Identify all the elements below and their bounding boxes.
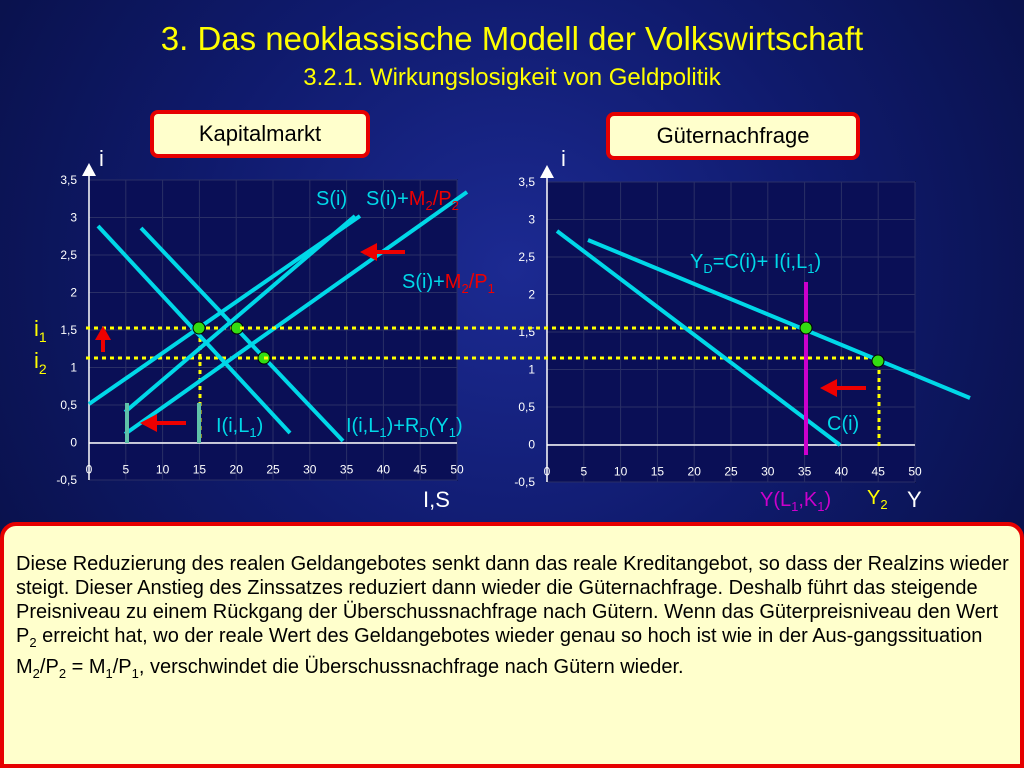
left-y-tick-label: 0,5 xyxy=(60,398,77,412)
note-text-2: erreicht hat, wo der reale Wert des Geldangebotes wieder genau so hoch ist wie in der Aus-gangssituation M xyxy=(16,625,983,678)
right-y-arrowhead xyxy=(540,165,554,178)
left-y-tick-label: 3 xyxy=(70,210,77,225)
explanation-note xyxy=(0,522,1024,768)
label-i1: $i_1$ xyxy=(34,316,47,345)
note-text-1: Diese Reduzierung des realen Geldangebotes senkt dann das reale Kreditangebot, so dass der Realzins wieder steigt. Dieser Anstieg des Zinssatzes reduziert dann wieder die Güternachfrage. Deshalb führt das steigende Preisniveau zu einem Rückgang der Überschussnachfrage nach Gütern. Wenn das Güterpreisniveau den Wert P xyxy=(16,553,1009,647)
left-y-tick-label: 1 xyxy=(70,360,77,375)
label-i2: $i_2$ xyxy=(34,348,47,377)
note-text-5: /P xyxy=(112,656,132,678)
label-S: S(i) xyxy=(316,188,348,210)
label-I-RD: $I(i,L_1)+R_D(Y_1)$ xyxy=(346,415,463,440)
left-y-tick-label: 2,5 xyxy=(60,248,77,262)
note-sub-3: 2 xyxy=(58,666,67,681)
slide-title: 3. Das neoklassische Modell der Volkswirtschaft xyxy=(160,20,864,57)
left-y-arrowhead xyxy=(82,163,96,176)
right-y-tick-label: 1,5 xyxy=(518,325,535,339)
right-y-tick-label: 0 xyxy=(528,437,535,452)
right-x-tick-label: 0 xyxy=(543,464,551,479)
note-sub-4: 1 xyxy=(105,666,113,681)
left-x-tick-label: 35 xyxy=(339,462,354,477)
left-y-tick-label: 0 xyxy=(70,435,77,450)
right-y-tick-label: 3 xyxy=(528,212,535,227)
box-gueternachfrage xyxy=(606,112,860,160)
note-sub-1: 2 xyxy=(29,635,37,650)
diagram xyxy=(0,140,1024,520)
left-axis-IS-label: I,S xyxy=(423,487,450,512)
left-x-tick-label: 20 xyxy=(229,462,243,477)
label-Y2: $Y_2$ xyxy=(867,487,888,512)
label-YD: $Y_D=C(i)+ I(i,L_1)$ xyxy=(690,251,822,276)
right-x-tick-label: 30 xyxy=(761,464,775,479)
right-x-tick-label: 25 xyxy=(724,464,738,479)
right-x-tick-label: 10 xyxy=(613,464,628,479)
left-x-tick-label: 0 xyxy=(85,462,93,477)
left-x-tick-label: 15 xyxy=(192,462,207,477)
left-y-tick-label: 3,5 xyxy=(60,173,77,187)
label-S-M2P1: $S(i)+M_2/P_1$ xyxy=(402,271,495,296)
right-x-tick-label: 45 xyxy=(871,464,885,479)
marker-a xyxy=(193,322,205,334)
left-x-tick-label: 25 xyxy=(266,462,280,477)
right-x-tick-label: 15 xyxy=(650,464,665,479)
right-y-tick-label: -0,5 xyxy=(514,475,535,489)
right-y-tick-label: 2,5 xyxy=(518,250,535,264)
label-Y-L1K1: $Y(L_1,K_1)$ xyxy=(760,489,832,514)
right-y-tick-label: 3,5 xyxy=(518,175,535,189)
note-text-3: /P xyxy=(39,656,59,678)
right-x-tick-label: 20 xyxy=(687,464,701,479)
marker-e xyxy=(872,355,884,367)
label-S-M2P2: $S(i)+M_2/P_2$ xyxy=(366,188,459,213)
right-x-tick-label: 50 xyxy=(908,464,922,479)
marker-d xyxy=(800,322,812,334)
left-y-tick-label: -0,5 xyxy=(56,473,77,487)
note-sub-5: 1 xyxy=(131,666,139,681)
right-x-tick-label: 35 xyxy=(797,464,812,479)
note-sub-2: 2 xyxy=(32,666,40,681)
label-C: C(i) xyxy=(827,413,860,435)
left-y-tick-label: 2 xyxy=(70,285,77,300)
note-text-6: , verschwindet die Überschussnachfrage nach Gütern wieder. xyxy=(138,656,684,678)
right-axis-i-label: i xyxy=(561,146,566,171)
right-x-tick-label: 40 xyxy=(834,464,849,479)
right-y-tick-label: 1 xyxy=(528,362,535,377)
right-axis-Y-label: Y xyxy=(907,487,922,512)
right-x-tick-label: 5 xyxy=(580,464,588,479)
note-text-4: = M xyxy=(66,656,106,678)
left-x-tick-label: 45 xyxy=(413,462,427,477)
box-kapitalmarkt xyxy=(150,110,370,158)
left-x-tick-label: 5 xyxy=(122,462,130,477)
right-y-tick-label: 0,5 xyxy=(518,400,535,414)
left-x-tick-label: 50 xyxy=(450,462,464,477)
right-y-tick-label: 2 xyxy=(528,287,535,302)
left-x-tick-label: 30 xyxy=(303,462,317,477)
slide-subtitle: 3.2.1. Wirkungslosigkeit von Geldpolitik xyxy=(303,64,721,91)
left-y-tick-label: 1,5 xyxy=(60,323,77,337)
left-x-tick-label: 10 xyxy=(155,462,170,477)
box-kapitalmarkt-label: Kapitalmarkt xyxy=(198,121,322,146)
label-I: $I(i,L_1)$ xyxy=(216,415,264,440)
left-axis-i-label: i xyxy=(99,146,104,171)
box-gueternachfrage-label: Güternachfrage xyxy=(656,123,810,148)
left-x-tick-label: 40 xyxy=(376,462,391,477)
